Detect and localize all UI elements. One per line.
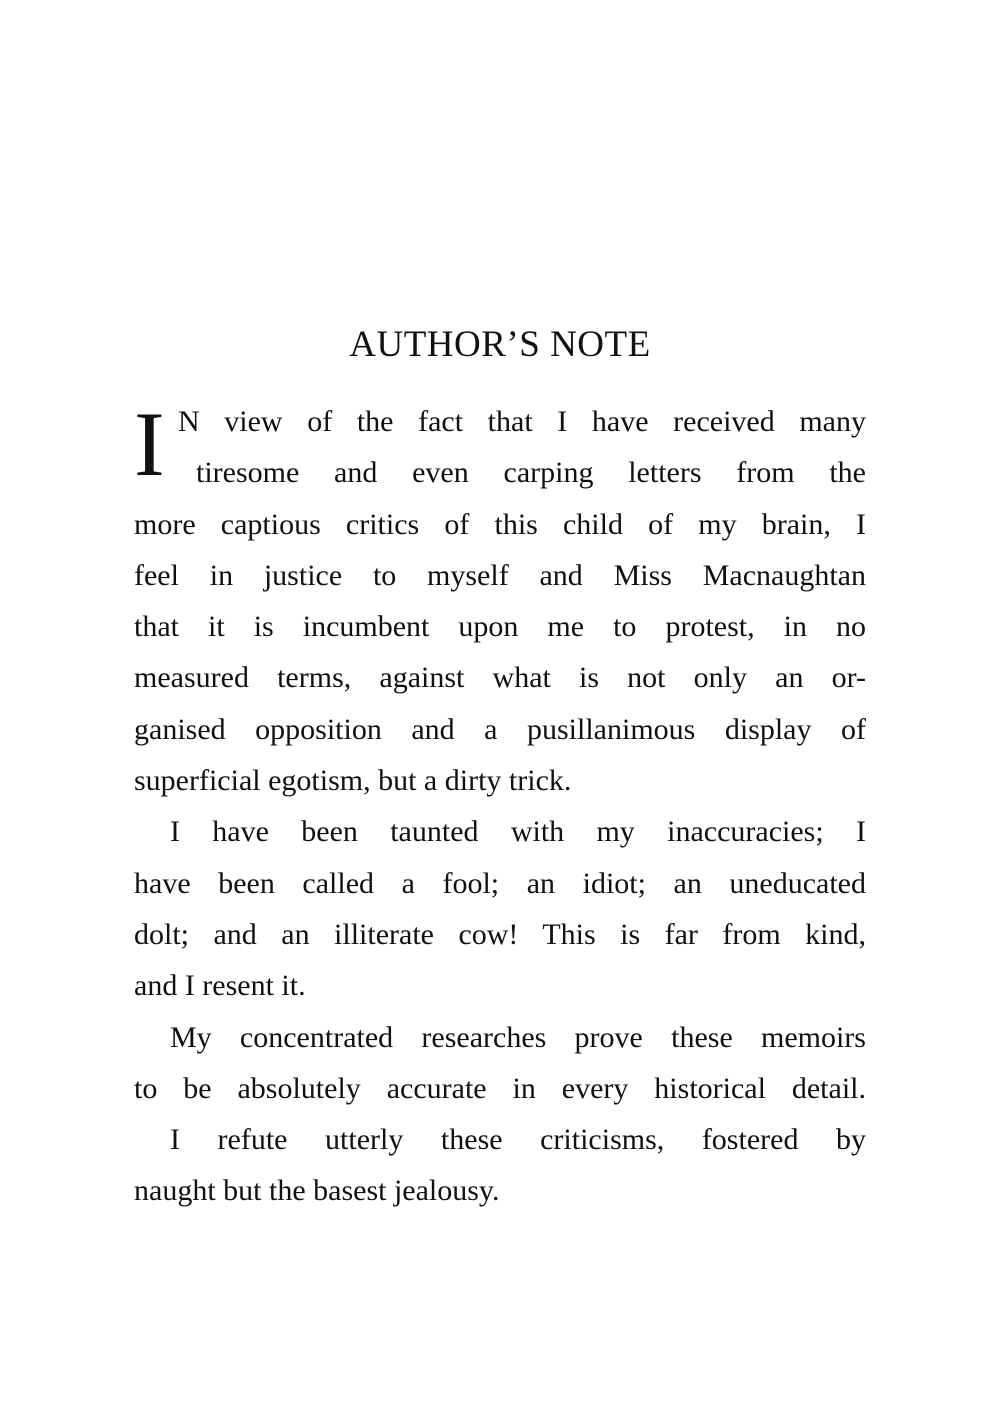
text-line: naught but the basest jealousy. bbox=[134, 1174, 500, 1208]
text-line: N view of the fact that I have received many bbox=[178, 405, 866, 438]
text-line: tiresome and even carping letters from the bbox=[196, 456, 866, 490]
text-line: have been called a fool; an idiot; an uneducated bbox=[134, 866, 866, 900]
note-body bbox=[134, 393, 866, 1217]
text-line: superficial egotism, but a dirty trick. bbox=[134, 764, 572, 798]
text-line: I have been taunted with my inaccuracies; I bbox=[170, 815, 866, 849]
text-line: more captious critics of this child of my brain, I bbox=[134, 507, 866, 541]
text-line: dolt; and an illiterate cow! This is far from kind, bbox=[134, 917, 866, 951]
text-line: to be absolutely accurate in every historical detail. bbox=[134, 1071, 866, 1105]
text-line: measured terms, against what is not only an or- bbox=[134, 661, 866, 695]
drop-cap: I bbox=[134, 393, 165, 495]
page-title: AUTHOR’S NOTE bbox=[349, 324, 651, 365]
text-line: I refute utterly these criticisms, fostered by bbox=[170, 1123, 866, 1157]
text-line: My concentrated researches prove these memoirs bbox=[170, 1020, 866, 1054]
text-line: and I resent it. bbox=[134, 969, 306, 1003]
text-line: feel in justice to myself and Miss Macnaughtan bbox=[134, 558, 866, 592]
text-line: ganised opposition and a pusillanimous display of bbox=[134, 712, 866, 746]
text-line: that it is incumbent upon me to protest, in no bbox=[134, 610, 866, 644]
